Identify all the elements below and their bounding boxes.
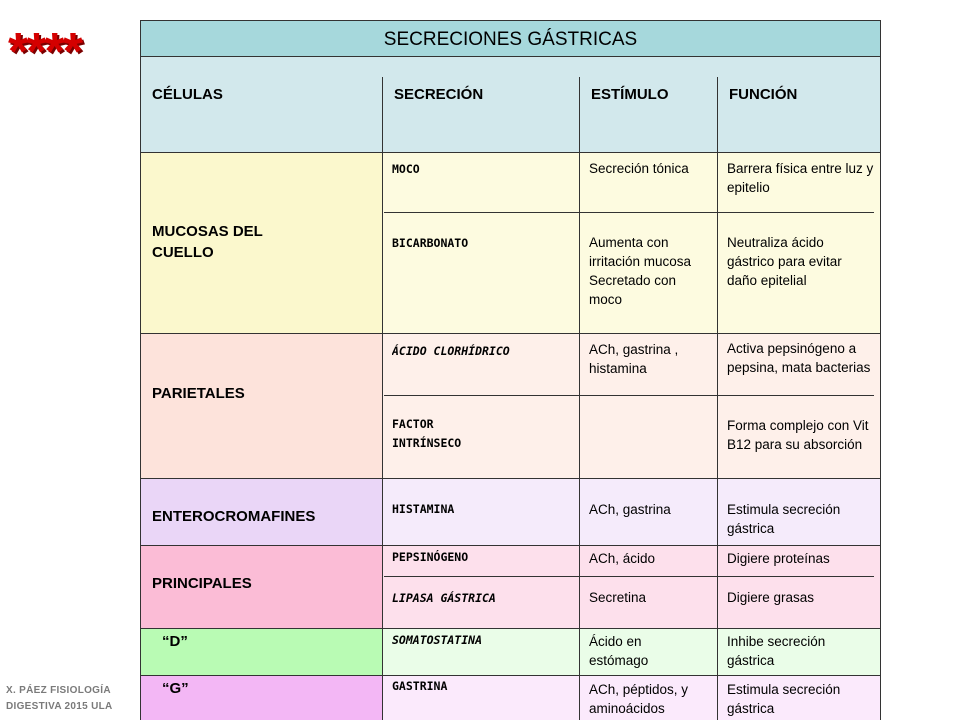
function-cell: Activa pepsinógeno a pepsina, mata bacterias [727,341,871,375]
grid-line [140,545,881,546]
group-label-d: “D” [162,633,188,650]
grid-line [140,57,141,720]
function-cell: Estimula secreción gástrica [727,682,841,716]
function-cell: Digiere grasas [727,590,815,605]
group-label-parietales: PARIETALES [152,385,245,402]
group-cell-enterocromafines [140,478,382,545]
header-stimulus: ESTÍMULO [579,57,717,153]
stimulus-cell: ACh, gastrina [589,502,671,517]
secretion-cell: PEPSINÓGENO [392,550,469,564]
grid-line [880,57,881,720]
stimulus-cell: Secreción tónica [589,161,689,176]
grid-line [140,675,881,676]
secretion-cell: BICARBONATO [392,236,469,250]
star-decoration: **** [8,23,81,81]
sub-row-divider [384,395,874,396]
function-cell: Forma complejo con Vit B12 para su absorción [727,418,869,452]
grid-line [382,77,383,720]
group-label-g: “G” [162,680,189,697]
function-cell: Estimula secreción gástrica [727,502,841,536]
secretion-cell: HISTAMINA [392,502,455,516]
header-secretion: SECRECIÓN [382,57,579,153]
sub-row-divider [384,212,874,213]
group-cell-parietales [140,333,382,478]
grid-line [140,628,881,629]
stimulus-cell: ACh, gastrina , histamina [589,342,679,376]
function-cell: Digiere proteínas [727,551,830,566]
table-title: SECRECIONES GÁSTRICAS [140,20,881,57]
stimulus-cell: ACh, péptidos, y aminoácidos [589,682,689,716]
group-label-principales: PRINCIPALES [152,575,252,592]
sub-row-divider [384,576,874,577]
header-cells: CÉLULAS [140,57,382,153]
secretion-cell: SOMATOSTATINA [392,633,483,647]
group-cell-d [140,628,382,675]
grid-line [579,77,580,720]
secretion-cell: GASTRINA [392,679,448,693]
secretion-cell: ÁCIDO CLORHÍDRICO [392,344,510,358]
group-cell-principales [140,545,382,628]
secretion-cell: MOCO [392,162,420,176]
stimulus-cell: Secretina [589,590,647,605]
function-cell: Barrera física entre luz y epitelio [727,161,874,195]
secretion-cell: FACTOR INTRÍNSECO [392,417,462,450]
function-cell: Neutraliza ácido gástrico para evitar daño epitelial [727,235,842,288]
group-cell-g [140,675,382,720]
stimulus-cell: Ácido en estómago [589,634,649,668]
grid-line [717,77,718,720]
secretion-cell: LIPASA GÁSTRICA [392,591,496,605]
grid-line [140,333,881,334]
function-cell: Inhibe secreción gástrica [727,634,826,668]
author-credit: X. PÁEZ FISIOLOGÍA DIGESTIVA 2015 ULA [6,685,113,712]
group-cell-mucosas [140,153,382,333]
grid-line [140,478,881,479]
group-label-mucosas: MUCOSAS DEL CUELLO [152,223,263,261]
group-label-enterocromafines: ENTEROCROMAFINES [152,508,316,525]
stimulus-cell: Aumenta con irritación mucosa Secretado con moco [589,235,692,307]
header-function: FUNCIÓN [717,57,881,153]
stimulus-cell: ACh, ácido [589,551,656,566]
secretions-table [140,20,881,720]
